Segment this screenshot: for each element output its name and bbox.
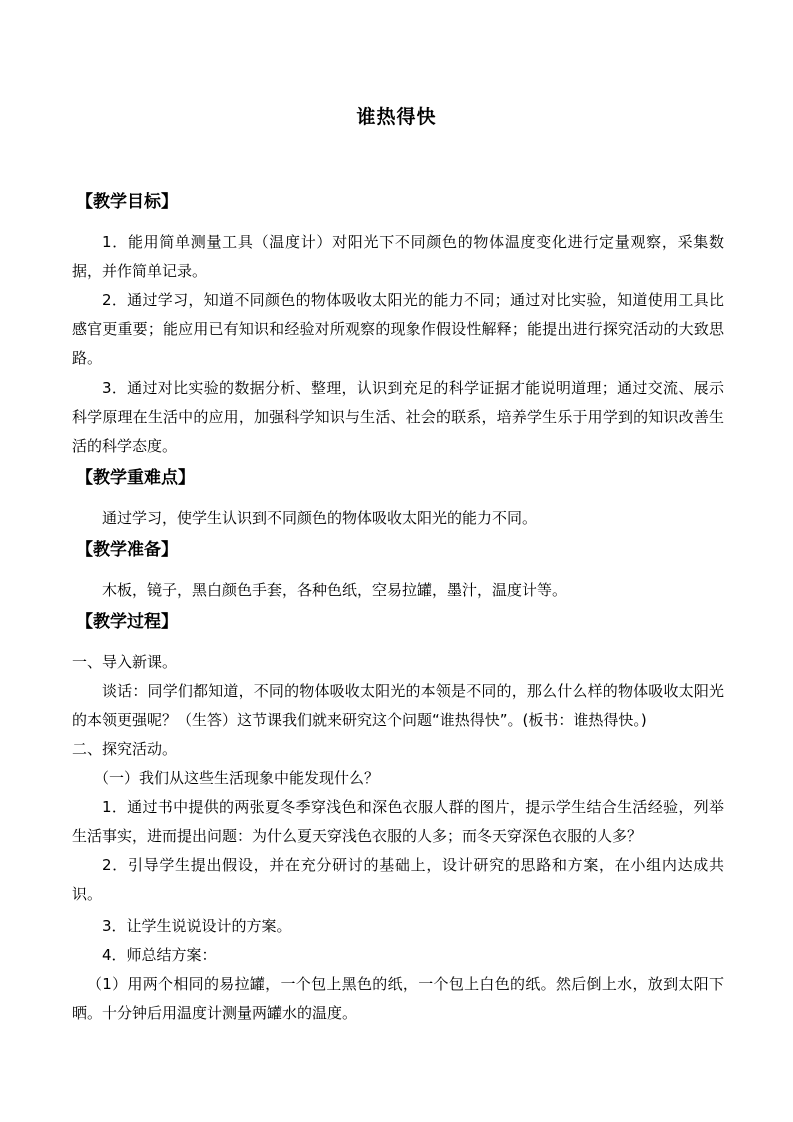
step-1-text: 谈话：同学们都知道，不同的物体吸收太阳光的本领是不同的，那么什么样的物体吸收太阳光的本领更强呢？（生答）这节课我们就来研究这个问题“谁热得快”。(板书：谁热得快。)	[72, 682, 724, 729]
step-2-item-4-1: （1）用两个相同的易拉罐，一个包上黑色的纸，一个包上白色的纸。然后倒上水，放到太阳下晒。十分钟后用温度计测量两罐水的温度。	[72, 975, 724, 1022]
preparation-text: 木板，镜子，黑白颜色手套，各种色纸，空易拉罐，墨汁，温度计等。	[102, 581, 568, 599]
step-2-title: 二、探究活动。	[72, 740, 178, 758]
process-heading: 【教学过程】	[76, 612, 178, 632]
goals-heading: 【教学目标】	[76, 192, 178, 212]
step-2-item-3: 3．让学生说说设计的方案。	[102, 917, 292, 935]
key-points-text: 通过学习，使学生认识到不同颜色的物体吸收太阳光的能力不同。	[102, 509, 538, 527]
step-2-item-2: 2．引导学生提出假设，并在充分研讨的基础上，设计研究的思路和方案，在小组内达成共识。	[72, 856, 724, 903]
preparation-heading: 【教学准备】	[76, 540, 178, 560]
goal-item-2: 2．通过学习，知道不同颜色的物体吸收太阳光的能力不同；通过对比实验，知道使用工具比感官更重要；能应用已有知识和经验对所观察的现象作假设性解释；能提出进行探究活动的大致思路。	[72, 291, 724, 367]
key-points-heading: 【教学重难点】	[76, 468, 195, 488]
step-2-item-1: 1．通过书中提供的两张夏冬季穿浅色和深色衣服人群的图片，提示学生结合生活经验，列举生活事实，进而提出问题：为什么夏天穿浅色衣服的人多；而冬天穿深色衣服的人多？	[72, 798, 724, 845]
step-1-title: 一、导入新课。	[72, 653, 178, 671]
document-title: 谁热得快	[356, 106, 437, 128]
step-2-item-4: 4．师总结方案：	[102, 946, 217, 964]
goal-item-3: 3．通过对比实验的数据分析、整理，认识到充足的科学证据才能说明道理；通过交流、展示科学原理在生活中的应用，加强科学知识与生活、社会的联系，培养学生乐于用学到的知识改善生活的科学态度。	[72, 379, 724, 455]
goal-item-1: 1．能用简单测量工具（温度计）对阳光下不同颜色的物体温度变化进行定量观察，采集数据，并作简单记录。	[72, 233, 724, 280]
step-2-subtitle: （一）我们从这些生活现象中能发现什么？	[94, 769, 380, 787]
